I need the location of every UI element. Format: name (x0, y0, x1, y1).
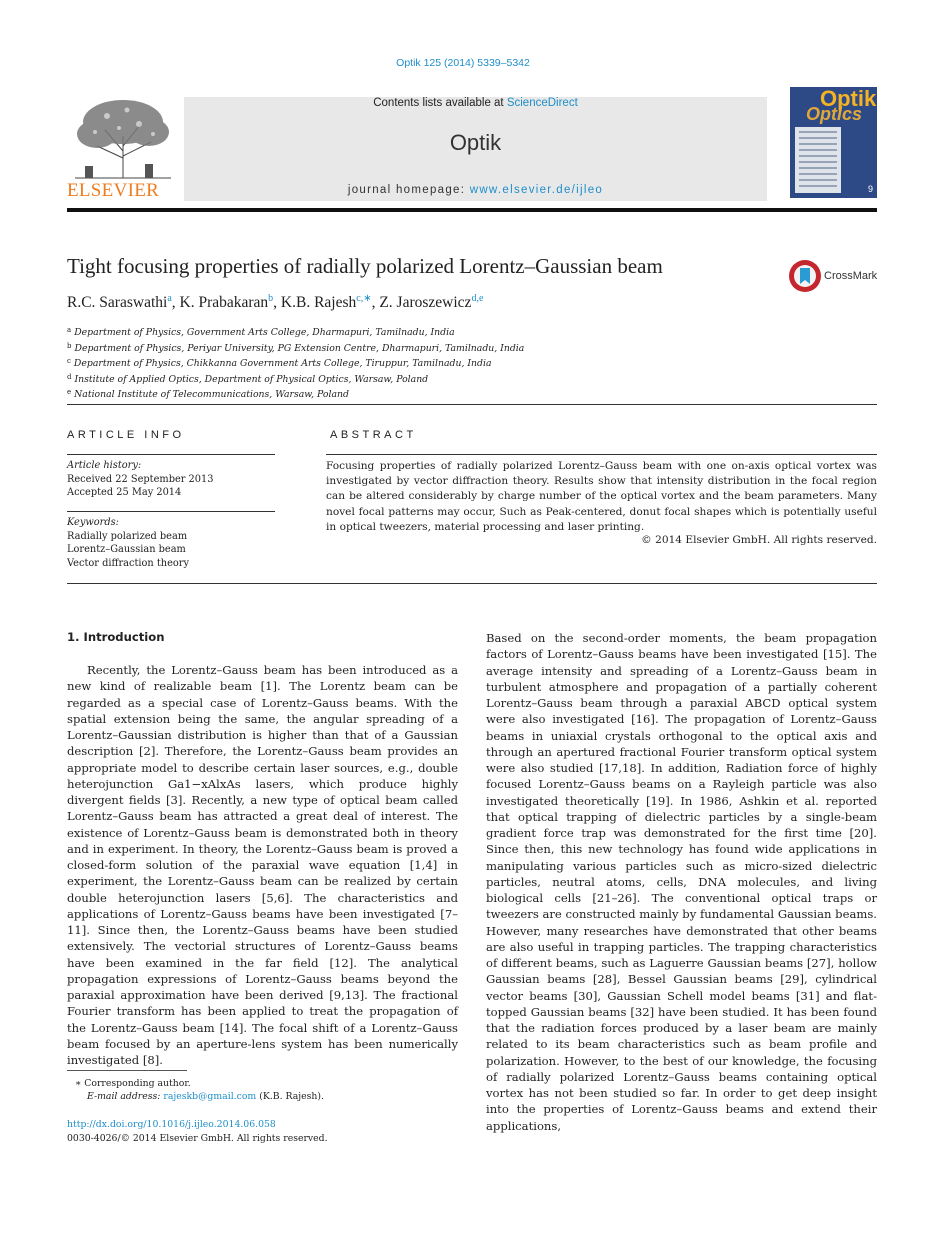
journal-citation[interactable]: Optik 125 (2014) 5339–5342 (396, 57, 530, 69)
journal-title: Optik (449, 130, 502, 155)
homepage-link[interactable]: www.elsevier.de/ijleo (469, 184, 604, 196)
crossmark-label: CrossMark (824, 270, 878, 282)
author-affil-marker[interactable]: c,∗ (356, 293, 372, 304)
intro-paragraph: Recently, the Lorentz–Gauss beam has been introduced as a new kind of realizable beam [1]. The Lorentz beam can be regarded as a special case of Lorentz–Gauss beams. With the spatial extension being the same, the angular spreading of a Lorentz–Gaussian distribution is higher than that of a Gaussian description [2]. Therefore, the Lorentz–Gauss beam provides an appropriate model to describe certain laser sources, e.g., double heterojunction Ga1−xAlxAs lasers, which produce highly divergent fields [3]. Recently, a new type of optical beam called Lorentz–Gauss beam has attracted a great deal of interest. The existence of Lorentz–Gauss beam is demonstrated both in theory and in experiment. In theory, the Lorentz–Gauss beam is proved a closed-form solution of the paraxial wave equation [1,4] in experiment, the Lorentz–Gauss beam can be realized by certain double heterojunction lasers [5,6]. The characteristics and applications of Lorentz–Gauss beams have been investigated [7–11]. Since then, the Lorentz–Gauss beams have been studied extensively. The vectorial structures of Lorentz–Gauss beams have been examined in the far field [12]. The analytical propagation expressions of Lorentz–Gauss beams beyond the paraxial approximation have been derived [9,13]. The fractional Fourier transform has been applied to treat the propagation of the Lorentz–Gauss beam [14]. The focal shift of a Lorentz–Gauss beam focused by an aperture-lens system has been numerically investigated [8]. (67, 663, 458, 1067)
intro-right-column (486, 630, 877, 1134)
author-name: Z. Jaroszewicz (379, 294, 472, 311)
author-affil-marker[interactable]: b (268, 293, 274, 304)
footnote-divider (67, 1070, 187, 1071)
keywords-block: Keywords: Radially polarized beam Lorentz–Gaussian beam Vector diffraction theory (67, 517, 190, 569)
abstract-divider (326, 454, 877, 455)
keyword: Radially polarized beam (67, 530, 188, 542)
author-name: K.B. Rajesh (280, 294, 357, 311)
abstract-heading: ABSTRACT (330, 429, 417, 441)
author-affil-marker[interactable]: a (167, 293, 172, 304)
affiliation-divider (67, 404, 877, 405)
affiliation: $^a$ Department of Physics, Government Arts College, Dharmapuri, Tamilnadu, India (67, 326, 455, 338)
accepted-date: Accepted 25 May 2014 (67, 487, 182, 498)
intro-paragraph: Based on the second-order moments, the beam propagation factors of Lorentz–Gauss beams have been investigated [15]. The average intensity and spreading of a Lorentz–Gauss beam in turbulent atmosphere and propagation of a partially coherent Lorentz–Gauss beam through a paraxial ABCD optical system were also investigated [16]. The propagation of Lorentz–Gauss beams in uniaxial crystals orthogonal to the optical axis and through an apertured fractional Fourier transform optical system were also studied [17,18]. In addition, Radiation force of highly focused Lorentz–Gauss beams on a Rayleigh particle was also investigated theoretically [19]. In 1986, Ashkin et al. reported that optical trapping of dielectric particles by a single-beam gradient force trap was demonstrated for the first time [20]. Since then, this new technology has found wide applications in manipulating various particles such as micro-sized dielectric particles, neutral atoms, cells, DNA molecules, and living biological cells [21–26]. The conventional optical traps or tweezers are constructed mainly by fundamental Gaussian beams. However, many researches have demonstrated that other beams are also useful in trapping particles. The trapping characteristics of different beams, such as Laguerre Gaussian beams [27], hollow Gaussian beams [28], Bessel Gaussian beams [29], cylindrical vector beams [30], Gaussian Schell model beams [31] and flat-topped Gaussian beams [32] have been studied. It has been found that the radiation forces produced by a laser beam are mainly related to its beam characteristics such as beam profile and polarization. However, to the best of our knowledge, the focusing of radially polarized Lorentz–Gauss beams containing optical vortex has not been studied so far. In order to get deep insight into the properties of Lorentz–Gauss beams and extend their applications, (486, 631, 877, 1133)
sciencedirect-link[interactable]: ScienceDirect (506, 97, 578, 109)
article-info-divider (67, 454, 275, 455)
author-name: K. Prabakaran (179, 294, 269, 311)
author-list: R.C. Saraswathi$^a$, K. Prabakaran$^b$, K.B. Rajesh$^{c,∗}$, Z. Jaroszewicz$^{d,e}$ (67, 293, 484, 311)
elsevier-wordmark: ELSEVIER (67, 180, 160, 201)
affiliation: $^c$ Department of Physics, Chikkanna Government Arts College, Tiruppur, Tamilnadu, India (67, 357, 492, 369)
article-history: Article history: Received 22 September 2013 Accepted 25 May 2014 (67, 460, 214, 498)
cover-optics-title: Optics (806, 104, 863, 124)
affiliation-list (67, 324, 524, 402)
journal-cover-image[interactable] (790, 87, 877, 198)
keyword: Vector diffraction theory (67, 557, 190, 569)
author-name: R.C. Saraswathi (67, 294, 168, 311)
abstract-copyright: © 2014 Elsevier GmbH. All rights reserved. (641, 534, 877, 546)
affiliation: $^d$ Institute of Applied Optics, Department of Physical Optics, Warsaw, Poland (67, 372, 429, 385)
doi-link[interactable]: http://dx.doi.org/10.1016/j.ijleo.2014.06.058 (67, 1119, 276, 1130)
introduction-heading: 1. Introduction (67, 630, 165, 644)
issn-line: 0030-4026/© 2014 Elsevier GmbH. All rights reserved. (67, 1133, 328, 1144)
affiliation: $^b$ Department of Physics, Periyar University, PG Extension Centre, Dharmapuri, Tamilnadu, India (67, 341, 525, 354)
corresponding-author-note: ∗ Corresponding author. (75, 1078, 191, 1089)
email-note: E-mail address: rajeskb@gmail.com (K.B. Rajesh). (87, 1091, 324, 1102)
contents-line: Contents lists available at ScienceDirect (373, 97, 578, 109)
cover-contents-panel (795, 127, 841, 193)
cover-optik-title: Optik (820, 87, 877, 111)
abstract-text: Focusing properties of radially polarized Lorentz–Gauss beam with one on-axis optical vortex was investigated by vector diffraction theory. Results show that intensity distribution in the focal region can be altered considerably by charge number of the optical vortex and the beam parameters. Many novel focal patterns may occur, Such as Peak-centered, donut focal shapes which is potentially useful in optical tweezers, material processing and laser printing. (326, 460, 877, 533)
email-link[interactable]: rajeskb@gmail.com (163, 1091, 257, 1102)
article-info-heading: ARTICLE INFO (67, 429, 185, 441)
received-date: Received 22 September 2013 (67, 473, 214, 485)
header-divider (67, 208, 877, 212)
author-affil-marker[interactable]: d,e (471, 293, 484, 304)
keyword: Lorentz–Gaussian beam (67, 544, 186, 555)
intro-left-column (67, 662, 458, 1068)
cover-issue-number: 9 (867, 184, 873, 194)
journal-homepage: journal homepage: www.elsevier.de/ijleo (347, 184, 604, 196)
abstract-bottom-divider (67, 583, 877, 584)
keywords-divider (67, 511, 275, 512)
paper-title: Tight focusing properties of radially polarized Lorentz–Gaussian beam (67, 254, 663, 278)
affiliation: $^e$ National Institute of Telecommunications, Warsaw, Poland (67, 388, 349, 400)
